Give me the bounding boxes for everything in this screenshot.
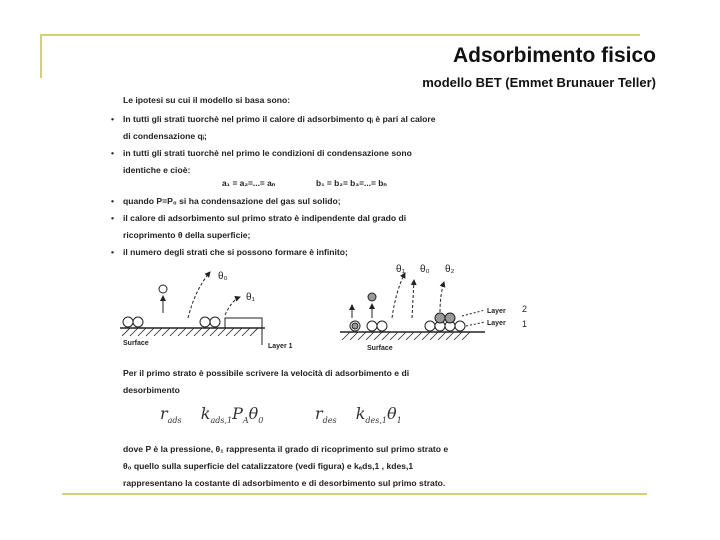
right-theta2-label: θ₂	[445, 264, 455, 275]
rate-subscript: des	[322, 416, 337, 426]
rate-constant-subscript: ads,1	[210, 416, 233, 426]
bullet-dot: •	[111, 247, 115, 257]
rate-symbol: r	[315, 404, 323, 423]
right-layer1-label: Layer	[487, 320, 506, 327]
adsorption-rate-equation	[160, 404, 263, 425]
bullet-dot: •	[111, 213, 115, 223]
right-layer2-number: 2	[522, 304, 528, 314]
slide-title: Adsorbimento fisico	[452, 44, 656, 67]
bullet-2-line-1: in tutti gli strati tuorchè nel primo le condizioni di condensazione sono	[123, 148, 412, 158]
paragraph-rates-intro	[123, 365, 481, 399]
rate-symbol: r	[160, 404, 168, 423]
rate-constant-subscript: des,1	[365, 416, 388, 426]
slide-subtitle: modello BET (Emmet Brunauer Teller)	[422, 75, 656, 90]
pressure-subscript: A	[242, 416, 249, 426]
bullet-4-line-2: ricoprimento θ della superficie;	[123, 229, 251, 240]
paragraph-2-line-1: dove P è la pressione, θ₁ rappresenta il grado di ricoprimento sul primo strato e	[123, 444, 449, 454]
bullet-5-line: il numero degli strati che si possono formare è infinito;	[123, 247, 348, 257]
paragraph-definitions	[123, 441, 481, 491]
right-layer2-label: Layer	[487, 308, 506, 315]
rate-subscript: ads	[167, 416, 182, 426]
theta-symbol: θ	[387, 404, 397, 423]
theta-subscript: 0	[258, 416, 264, 426]
bullet-dot: •	[111, 114, 115, 124]
left-theta1-label: θ₁	[246, 292, 255, 303]
left-surface-label: Surface	[123, 340, 149, 347]
bullet-1-line-1: In tutti gli strati tuorchè nel primo il calore di adsorbimento qᵢ è pari al calore	[123, 114, 436, 124]
rate-constant-symbol: k	[200, 404, 211, 423]
bullet-dot: •	[111, 196, 115, 206]
theta-symbol: θ	[248, 404, 259, 423]
right-layer1-number: 1	[522, 319, 528, 329]
intro-text: Le ipotesi su cui il modello si basa sono:	[123, 95, 291, 105]
desorption-rate-equation	[315, 404, 402, 425]
bullet-2-line-2: identiche e cioè:	[123, 164, 191, 175]
left-theta0-label: θ₀	[218, 271, 228, 282]
equality-b: b₁ = b₂= b₃=...= bₙ	[316, 178, 387, 188]
left-panel	[120, 271, 293, 350]
right-theta0-label: θ₀	[420, 264, 430, 275]
right-surface-label: Surface	[367, 345, 393, 352]
paragraph-1-line-1: Per il primo strato è possibile scrivere la velocità di adsorbimento e di	[123, 368, 410, 378]
left-layer1-label: Layer 1	[268, 343, 293, 350]
bullet-3-line: quando P=P₀ si ha condensazione del gas sul solido;	[123, 196, 341, 206]
paragraph-1-line-2: desorbimento	[123, 384, 180, 395]
bullet-4-line-1: il calore di adsorbimento sul primo strato è indipendente dal grado di	[123, 213, 407, 223]
right-panel	[340, 264, 527, 352]
rate-constant-symbol: k	[355, 404, 366, 423]
equality-a: a₁ = a₂=...= aₙ	[222, 178, 276, 188]
right-theta1-label: θ₁	[396, 264, 405, 275]
theta-subscript: 1	[396, 416, 402, 426]
pressure-symbol: P	[232, 404, 243, 423]
bullet-1-line-2: di condensazione qᵢ;	[123, 130, 207, 141]
paragraph-2-line-3: rappresentano la costante di adsorbimento e di desorbimento sul primo strato.	[123, 477, 446, 488]
bullet-dot: •	[111, 148, 115, 158]
paragraph-2-line-2: θ₀ quello sulla superficie del catalizzatore (vedi figura) e kₐds,1 , kdes,1	[123, 460, 414, 471]
